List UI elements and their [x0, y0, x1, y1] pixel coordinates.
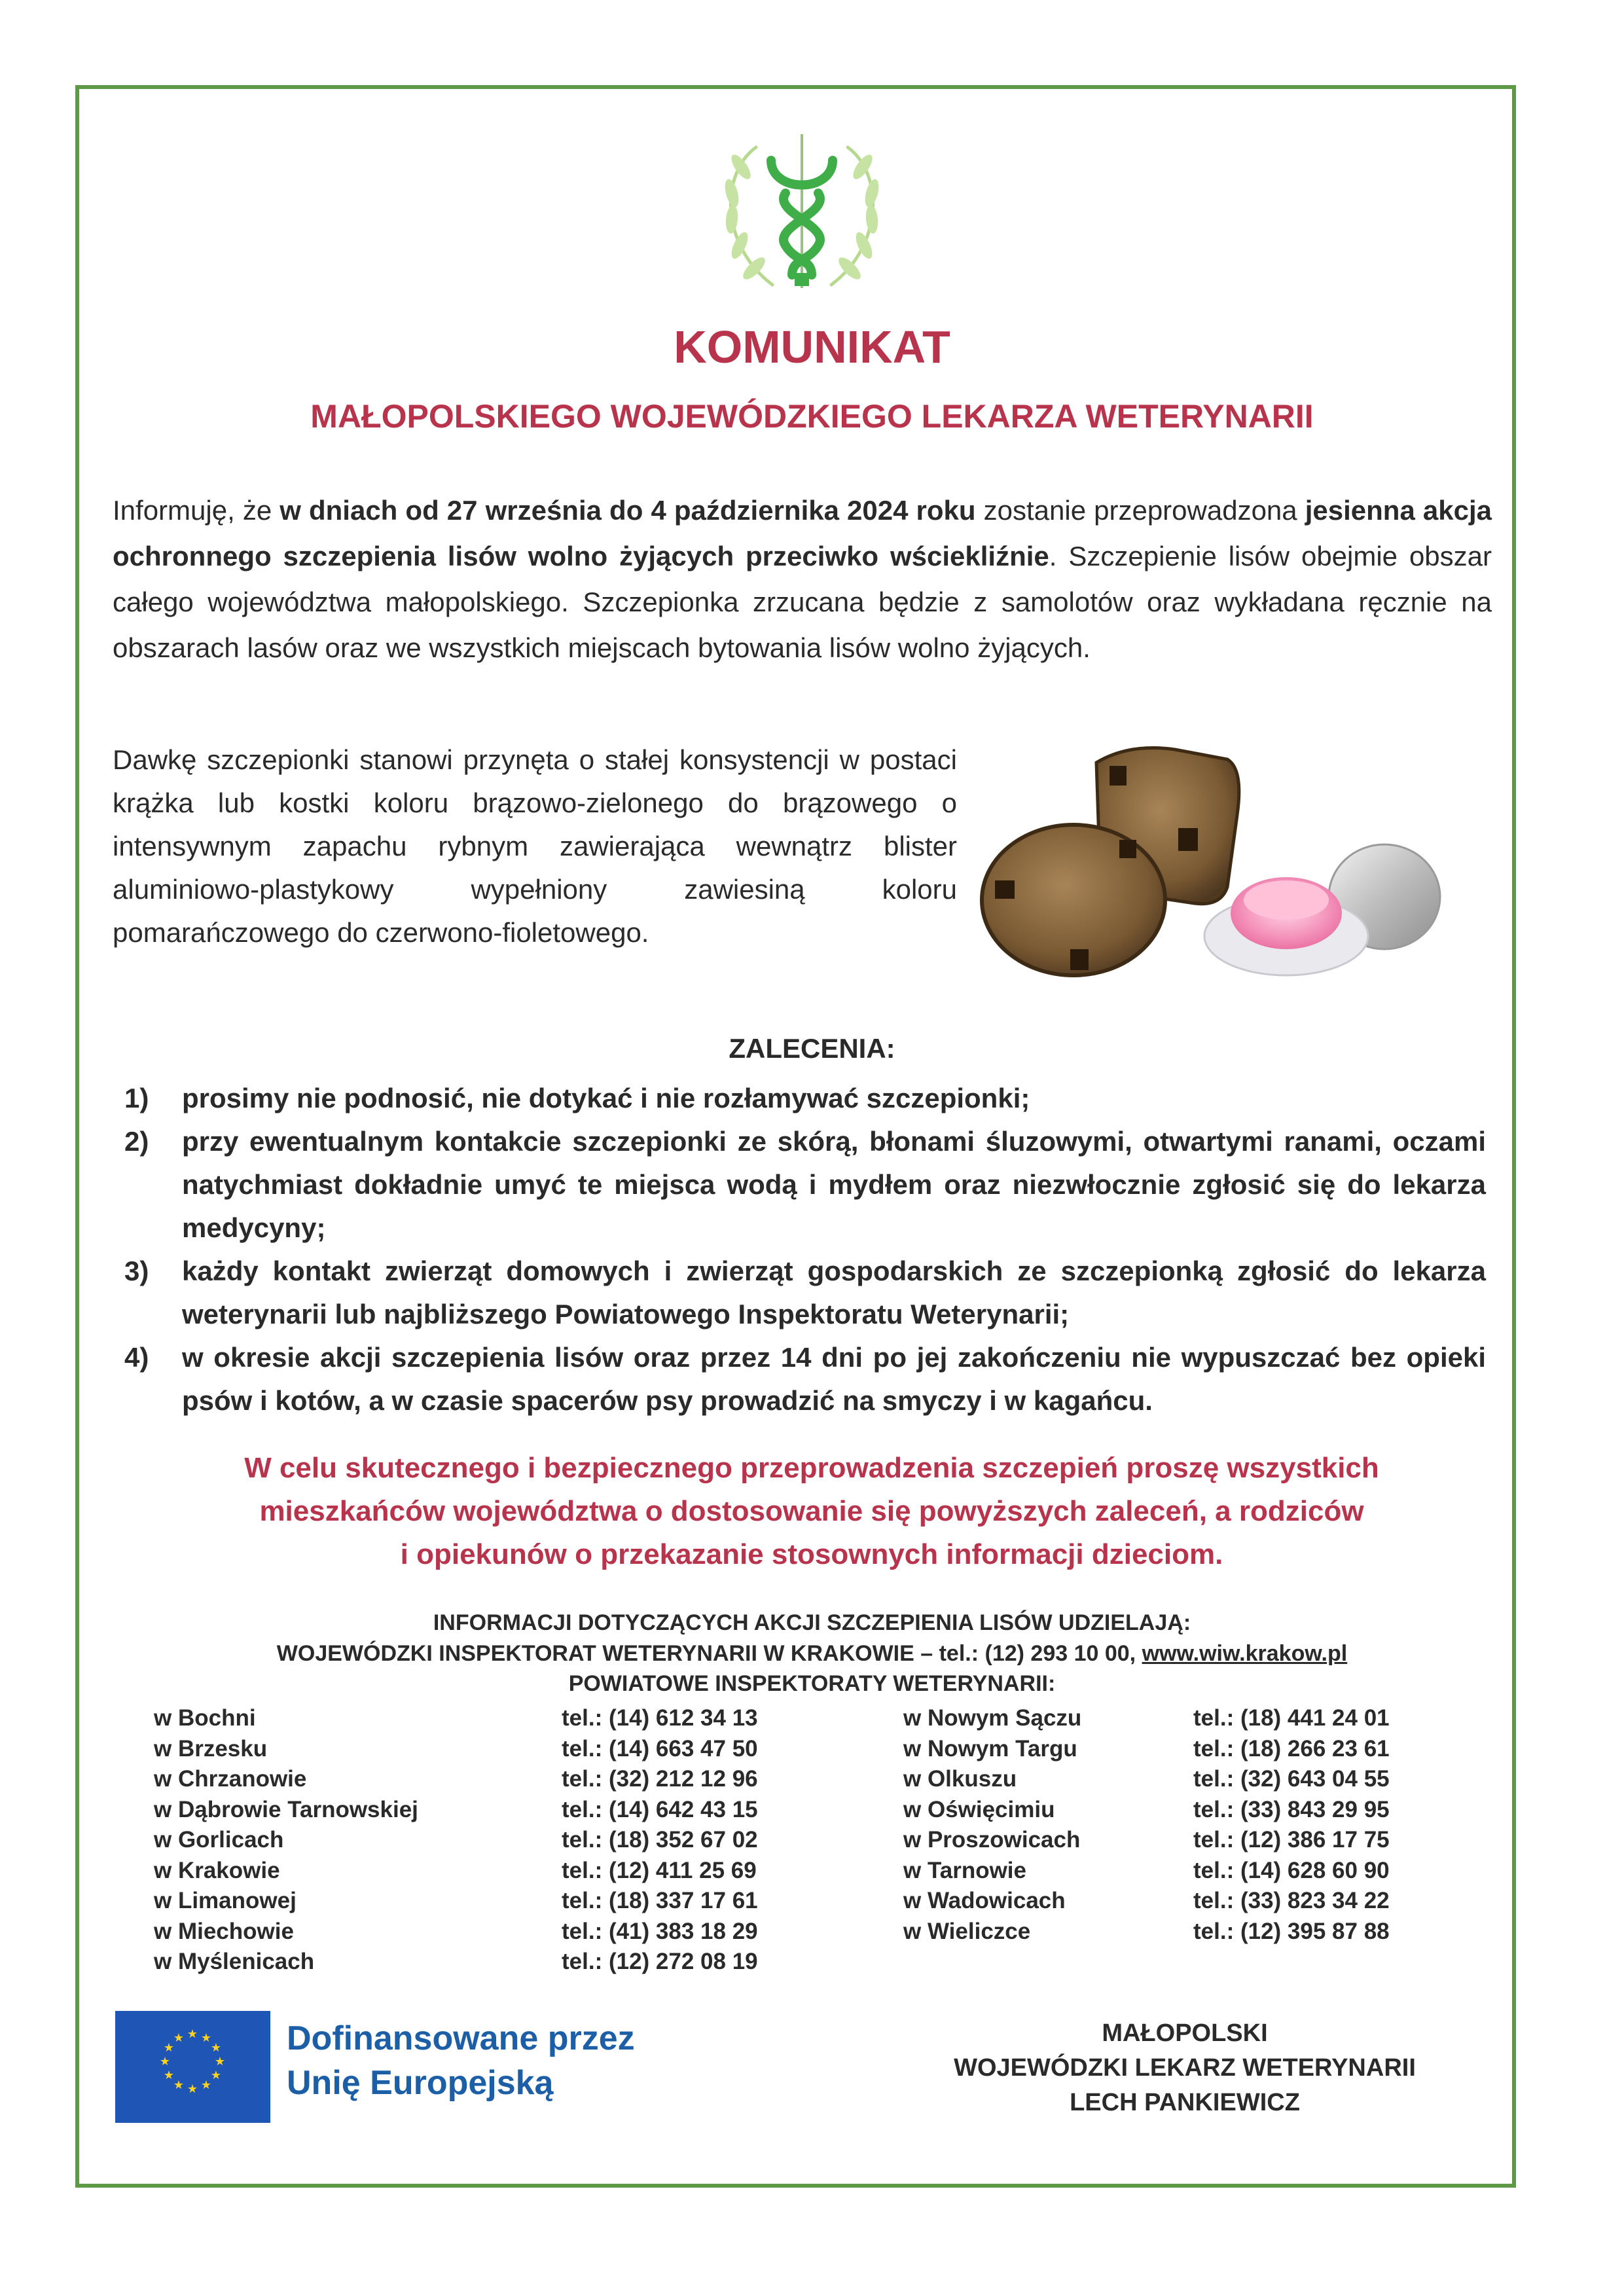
- svg-text:★: ★: [163, 2041, 175, 2055]
- appeal-line: W celu skutecznego i bezpiecznego przeprowadzenia szczepień proszę wszystkich: [244, 1452, 1379, 1484]
- office-phone: tel.: (32) 643 04 55: [1193, 1766, 1390, 1792]
- recommendations-title: ZALECENIA:: [729, 1033, 895, 1064]
- item-number: 2): [124, 1126, 149, 1157]
- office-phone: tel.: (14) 628 60 90: [1193, 1857, 1390, 1883]
- bait-description: Dawkę szczepionki stanowi przynęta o stałej konsystencji w postaci krążka lub kostki koloru brązowo-zielonego do brązowego o intensywnym zapachu rybnym zawierająca wewnątrz blister aluminiowo-plastykowy wypełniony zawiesiną koloru pomarańczowego do czerwono-fioletowego.: [113, 744, 957, 948]
- office-phone: tel.: (33) 843 29 95: [1193, 1796, 1390, 1822]
- website-link[interactable]: www.wiw.krakow.pl: [1142, 1641, 1348, 1666]
- list-item: [124, 1250, 1486, 1336]
- appeal-line: i opiekunów o przekazanie stosownych informacji dzieciom.: [400, 1538, 1223, 1570]
- office-name: w Brzesku: [154, 1735, 268, 1762]
- office-phone: tel.: (18) 337 17 61: [562, 1888, 758, 1913]
- svg-text:★: ★: [173, 2078, 185, 2092]
- signature-line: MAŁOPOLSKI: [1102, 2019, 1268, 2047]
- list-item: [124, 1120, 1486, 1250]
- office-phone: tel.: (14) 663 47 50: [562, 1735, 758, 1762]
- office-name: w Nowym Targu: [903, 1735, 1077, 1762]
- office-name: w Oświęcimiu: [903, 1796, 1055, 1822]
- office-name: w Nowym Sączu: [903, 1705, 1082, 1731]
- signature-name: LECH PANKIEWICZ: [1070, 2089, 1300, 2116]
- office-name: w Gorlicach: [154, 1827, 284, 1852]
- item-text: prosimy nie podnosić, nie dotykać i nie rozłamywać szczepionki;: [182, 1083, 1030, 1113]
- item-number: 1): [124, 1083, 149, 1113]
- office-phone: tel.: (33) 823 34 22: [1193, 1888, 1390, 1913]
- svg-text:★: ★: [159, 2055, 171, 2069]
- item-text: w okresie akcji szczepienia lisów oraz przez 14 dni po jej zakończeniu nie wypuszczać bez opieki psów i kotów, a w czasie spacerów psy prowadzić na smyczy i w kagańcu.: [182, 1342, 1486, 1416]
- main-office-line: [0, 1641, 1624, 1667]
- office-phone: tel.: (14) 612 34 13: [562, 1705, 758, 1731]
- item-number: 4): [124, 1342, 149, 1373]
- svg-text:★: ★: [187, 2082, 198, 2096]
- intro-paragraph: [113, 488, 1492, 671]
- main-office-contact: WOJEWÓDZKI INSPEKTORAT WETERYNARII W KRAKOWIE – tel.: (12) 293 10 00,: [276, 1641, 1142, 1666]
- eu-funding-line: Dofinansowane przez: [287, 2019, 635, 2057]
- office-name: w Proszowicach: [903, 1827, 1081, 1852]
- svg-text:★: ★: [210, 2069, 222, 2082]
- office-name: w Olkuszu: [903, 1766, 1017, 1792]
- office-names-left: [154, 1703, 418, 1978]
- intro-text: zostanie przeprowadzona: [975, 495, 1305, 526]
- svg-text:★: ★: [173, 2031, 185, 2045]
- office-phone: tel.: (14) 642 43 15: [562, 1796, 758, 1822]
- signature-block: [877, 2016, 1492, 2120]
- eu-funding-line: Unię Europejską: [287, 2064, 554, 2102]
- office-name: w Tarnowie: [903, 1857, 1026, 1883]
- intro-text: . Szczepienie lisów obejmie obszar całego województwa małopolskiego. Szczepionka zrzucana będzie z samolotów oraz wykładana ręcznie na obszarach lasów oraz we wszystkich miejscach bytowania lisów wolno żyjących.: [113, 541, 1492, 663]
- list-item: [124, 1336, 1486, 1422]
- list-item: [124, 1077, 1486, 1120]
- office-phones-right: [1193, 1703, 1390, 1947]
- office-phone: tel.: (12) 395 87 88: [1193, 1918, 1390, 1944]
- office-phones-left: [562, 1703, 758, 1978]
- vaccine-bait-photo: [979, 736, 1443, 988]
- office-phone: tel.: (32) 212 12 96: [562, 1766, 758, 1792]
- office-name: w Wadowicach: [903, 1888, 1066, 1913]
- appeal-message: [144, 1447, 1479, 1576]
- office-phone: tel.: (12) 411 25 69: [562, 1857, 757, 1883]
- document-title: KOMUNIKAT: [674, 321, 950, 372]
- office-phone: tel.: (12) 386 17 75: [1193, 1827, 1390, 1852]
- appeal-line: mieszkańców województwa o dostosowanie się powyższych zaleceń, a rodziców: [259, 1495, 1364, 1527]
- office-phone: tel.: (41) 383 18 29: [562, 1918, 758, 1944]
- office-name: w Dąbrowie Tarnowskiej: [154, 1796, 418, 1822]
- svg-text:★: ★: [163, 2069, 175, 2082]
- recommendations-list: [124, 1077, 1486, 1422]
- intro-dates: w dniach od 27 września do 4 października 2024 roku: [280, 495, 976, 526]
- svg-text:★: ★: [210, 2041, 222, 2055]
- svg-text:★: ★: [187, 2027, 198, 2041]
- office-name: w Krakowie: [154, 1857, 280, 1883]
- office-name: w Limanowej: [154, 1888, 297, 1913]
- svg-text:★: ★: [200, 2078, 212, 2092]
- eu-funding-text: [287, 2016, 635, 2105]
- intro-campaign: jesienna akcja ochronnego szczepienia lisów wolno żyjących przeciwko wściekliźnie: [113, 495, 1492, 571]
- item-text: przy ewentualnym kontakcie szczepionki ze skórą, błonami śluzowymi, otwartymi ranami, oczami natychmiast dokładnie umyć te miejsca wodą i mydłem oraz niezwłocznie zgłosić się do lekarza medycyny;: [182, 1126, 1486, 1243]
- district-offices-heading: POWIATOWE INSPEKTORATY WETERYNARII:: [568, 1671, 1056, 1696]
- office-phone: tel.: (12) 272 08 19: [562, 1949, 758, 1974]
- veterinary-caduceus-logo: [694, 121, 910, 301]
- svg-text:★: ★: [214, 2055, 226, 2069]
- item-text: każdy kontakt zwierząt domowych i zwierząt gospodarskich ze szczepionką zgłosić do lekarza weterynarii lub najbliższego Powiatowego Inspektoratu Weterynarii;: [182, 1256, 1486, 1329]
- svg-text:★: ★: [200, 2031, 212, 2045]
- office-phone: tel.: (18) 352 67 02: [562, 1827, 758, 1852]
- signature-line: WOJEWÓDZKI LEKARZ WETERYNARII: [954, 2054, 1416, 2082]
- office-phone: tel.: (18) 441 24 01: [1193, 1705, 1390, 1731]
- intro-text: Informuję, że: [113, 495, 280, 526]
- office-name: w Bochni: [154, 1705, 256, 1731]
- document-subtitle: MAŁOPOLSKIEGO WOJEWÓDZKIEGO LEKARZA WETERYNARII: [310, 398, 1314, 435]
- info-heading: INFORMACJI DOTYCZĄCYCH AKCJI SZCZEPIENIA LISÓW UDZIELAJĄ:: [433, 1610, 1191, 1635]
- item-number: 3): [124, 1256, 149, 1286]
- office-names-right: [903, 1703, 1081, 1947]
- eu-flag-icon: [115, 2011, 270, 2123]
- office-name: w Myślenicach: [154, 1949, 315, 1974]
- office-name: w Miechowie: [154, 1918, 294, 1944]
- office-name: w Chrzanowie: [154, 1766, 307, 1792]
- office-name: w Wieliczce: [903, 1918, 1031, 1944]
- office-phone: tel.: (18) 266 23 61: [1193, 1735, 1390, 1762]
